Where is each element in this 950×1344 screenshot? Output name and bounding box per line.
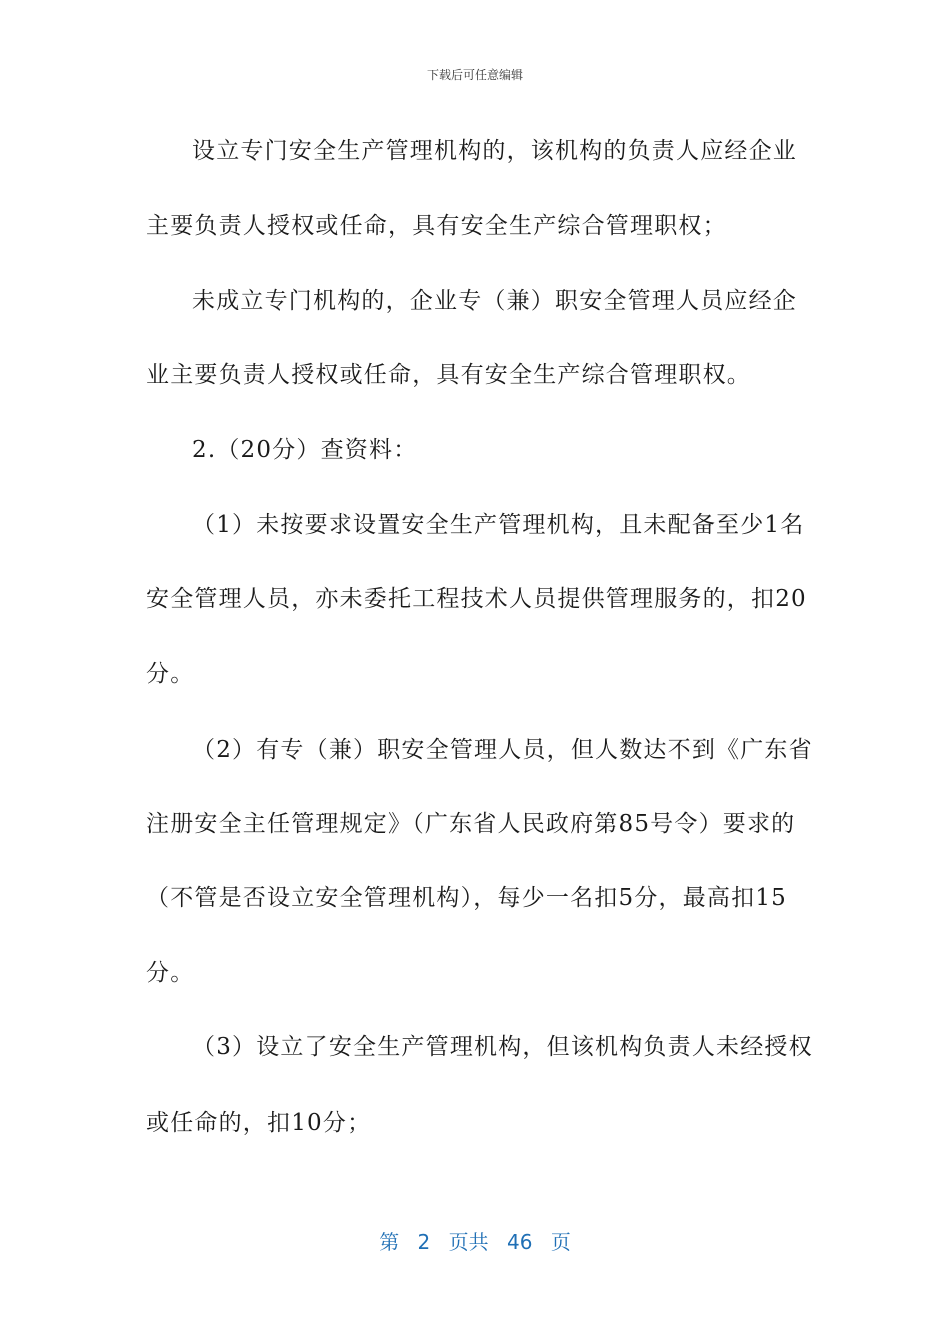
body-line-4: 业主要负责人授权或任命，具有安全生产综合管理职权。 xyxy=(146,362,751,388)
body-line-12: 分。 xyxy=(146,960,195,986)
body-line-13: （3）设立了安全生产管理机构，但该机构负责人未经授权 xyxy=(192,1034,813,1060)
body-line-2: 主要负责人授权或任命，具有安全生产综合管理职权； xyxy=(146,213,727,239)
footer-page-number: 2 xyxy=(417,1230,431,1254)
body-line-6: （1）未按要求设置安全生产管理机构，且未配备至少1名 xyxy=(192,512,805,538)
body-line-11: （不管是否设立安全管理机构），每少一名扣5分，最高扣15 xyxy=(146,885,787,911)
body-line-3: 未成立专门机构的，企业专（兼）职安全管理人员应经企 xyxy=(192,288,797,314)
body-line-7: 安全管理人员，亦未委托工程技术人员提供管理服务的，扣20 xyxy=(146,586,807,612)
footer-prefix: 第 xyxy=(379,1230,400,1254)
body-line-9: （2）有专（兼）职安全管理人员，但人数达不到《广东省 xyxy=(192,737,813,763)
body-line-10: 注册安全主任管理规定》（广东省人民政府第85号令）要求的 xyxy=(146,811,796,837)
body-line-8: 分。 xyxy=(146,661,195,687)
footer-total-pages: 46 xyxy=(507,1230,533,1254)
body-line-1: 设立专门安全生产管理机构的，该机构的负责人应经企业 xyxy=(192,138,797,164)
body-line-14: 或任命的，扣10分； xyxy=(146,1110,372,1136)
page-header: 下载后可任意编辑 xyxy=(426,68,523,82)
footer-mid: 页共 xyxy=(448,1230,489,1254)
footer-suffix: 页 xyxy=(550,1230,571,1254)
body-line-5: 2.（20分）查资料： xyxy=(192,437,418,463)
page-footer xyxy=(0,1226,950,1255)
